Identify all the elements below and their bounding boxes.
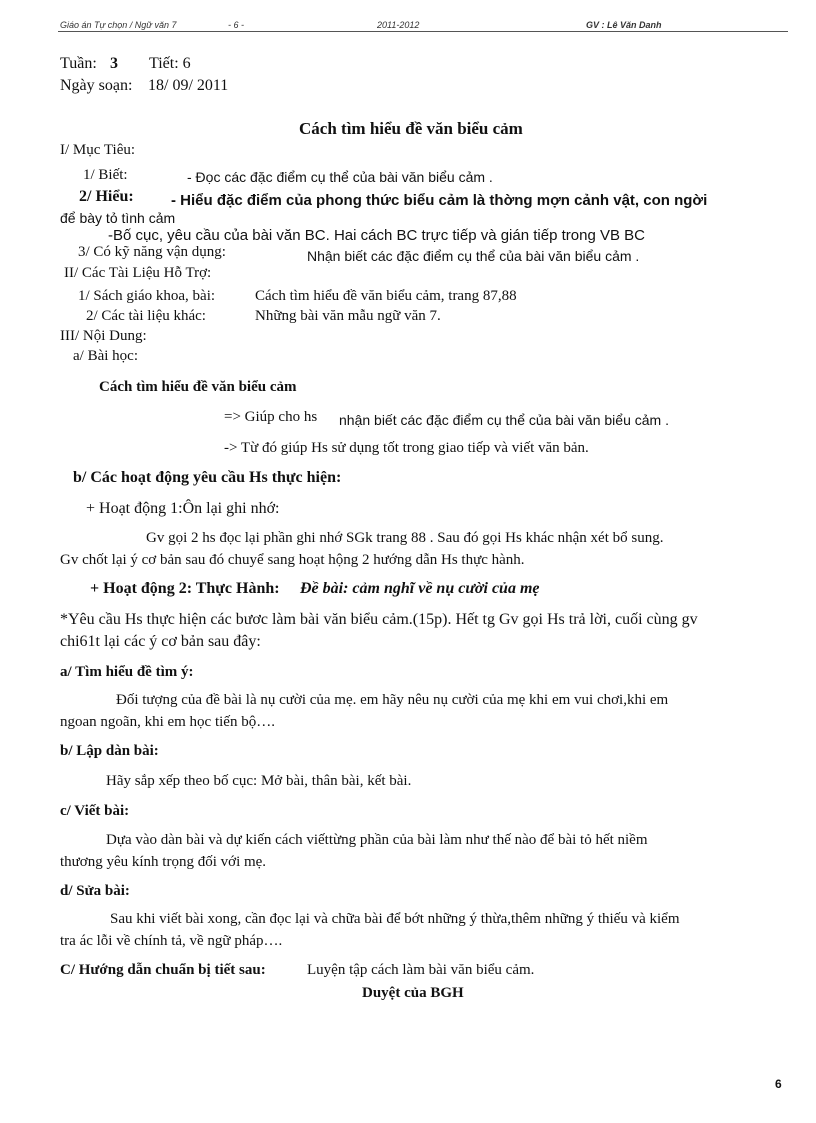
week-label: Tuần: — [60, 55, 97, 72]
date-label: Ngày soạn: — [60, 77, 133, 94]
d-line1: Sau khi viết bài xong, cần đọc lại và chữa bài để bớt những ý thừa,thêm những ý thiếu và kiểm — [110, 911, 680, 927]
a-line2: ngoan ngoãn, khi em học tiến bộ…. — [60, 714, 275, 730]
a-label: a/ Tìm hiểu đề tìm ý: — [60, 664, 194, 680]
header-teacher: GV : Lê Văn Danh — [586, 20, 662, 30]
line1-text: nhận biết các đặc điểm cụ thể của bài văn biểu cảm . — [339, 412, 669, 428]
hd2-topic: Đề bài: cảm nghĩ về nụ cười của mẹ — [300, 580, 540, 597]
hd1-line1: Gv gọi 2 hs đọc lại phần ghi nhớ SGk trang 88 . Sau đó gọi Hs khác nhận xét bổ sung. — [146, 530, 664, 546]
hd1-label: + Hoạt động 1:Ôn lại ghi nhớ: — [86, 500, 280, 517]
section1-heading: I/ Mục Tiêu: — [60, 142, 136, 158]
yeucau-line1: *Yêu cầu Hs thực hiện các bươc làm bài văn biểu cảm.(15p). Hết tg Gv gọi Hs trả lời, cuối cùng gv — [60, 611, 698, 628]
d-label: d/ Sửa bài: — [60, 883, 130, 899]
hieu-text: - Hiểu đặc điểm của phong thức biểu cảm là thờng mợn cảnh vật, con ngời — [171, 192, 708, 209]
header-subject: Giáo án Tự chọn / Ngữ văn 7 — [60, 20, 177, 30]
hieu-label: 2/ Hiểu: — [79, 188, 134, 205]
header-page: - 6 - — [228, 20, 245, 30]
date-value: 18/ 09/ 2011 — [148, 77, 229, 94]
baihoc-label: a/ Bài học: — [73, 348, 138, 364]
tlk-label: 2/ Các tài liệu khác: — [86, 308, 206, 324]
page-number: 6 — [775, 1077, 782, 1091]
hieu-cont: để bày tỏ tình cảm — [60, 210, 176, 226]
section3-heading: III/ Nội Dung: — [60, 328, 147, 344]
yeucau-line2: chi61t lại các ý cơ bản sau đây: — [60, 633, 261, 650]
biet-text: - Đọc các đặc điểm cụ thể của bài văn biểu cảm . — [187, 169, 493, 185]
kynang-text: Nhận biết các đặc điểm cụ thể của bài văn biểu cảm . — [307, 248, 640, 264]
d-line2: tra ác lỗi về chính tả, về ngữ pháp…. — [60, 933, 283, 949]
lesson-label: Tiết: 6 — [149, 55, 191, 72]
hd2-label: + Hoạt động 2: Thực Hành: — [90, 580, 280, 597]
b-line1: Hãy sắp xếp theo bố cục: Mở bài, thân bài, kết bài. — [106, 773, 412, 789]
c-line2: thương yêu kính trọng đối với mẹ. — [60, 854, 267, 870]
c-label: c/ Viết bài: — [60, 803, 130, 819]
page-title: Cách tìm hiểu đề văn biểu cảm — [299, 119, 523, 138]
sgk-text: Cách tìm hiểu đề văn biểu cảm, trang 87,88 — [255, 288, 517, 304]
c-line1: Dựa vào dàn bài và dự kiến cách viếttừng phần của bài làm như thế nào để bài tỏ hết niềm — [106, 832, 648, 848]
week-value: 3 — [110, 55, 118, 72]
hoatdong-label: b/ Các hoạt động yêu cầu Hs thực hiện: — [73, 469, 342, 486]
a-line1: Đối tượng của đề bài là nụ cười của mẹ. em hãy nêu nụ cười của mẹ khi em vui chơi,khi em — [116, 692, 669, 708]
biet-label: 1/ Biết: — [83, 167, 128, 183]
next-label: C/ Hướng dẫn chuẩn bị tiết sau: — [60, 962, 266, 978]
approval: Duyệt của BGH — [362, 985, 464, 1001]
baihoc-title: Cách tìm hiểu đề văn biểu cảm — [99, 379, 297, 395]
line2: -> Từ đó giúp Hs sử dụng tốt trong giao tiếp và viết văn bản. — [224, 440, 589, 456]
hd1-line2: Gv chốt lại ý cơ bản sau đó chuyể sang hoạt hộng 2 hướng dẫn Hs thực hành. — [60, 552, 525, 568]
line1-prefix: => Giúp cho hs — [224, 409, 318, 425]
header-rule — [58, 31, 788, 32]
hieu-extra: -Bố cục, yêu cầu của bài văn BC. Hai cách BC trực tiếp và gián tiếp trong VB BC — [108, 227, 645, 244]
header-year: 2011-2012 — [377, 20, 420, 30]
b-label: b/ Lập dàn bài: — [60, 743, 159, 759]
tlk-text: Những bài văn mẫu ngữ văn 7. — [255, 308, 441, 324]
sgk-label: 1/ Sách giáo khoa, bài: — [78, 288, 216, 304]
next-text: Luyện tập cách làm bài văn biểu cảm. — [307, 962, 535, 978]
section2-heading: II/ Các Tài Liệu Hỗ Trợ: — [64, 265, 212, 281]
kynang-label: 3/ Có kỹ năng vận dụng: — [78, 244, 226, 260]
